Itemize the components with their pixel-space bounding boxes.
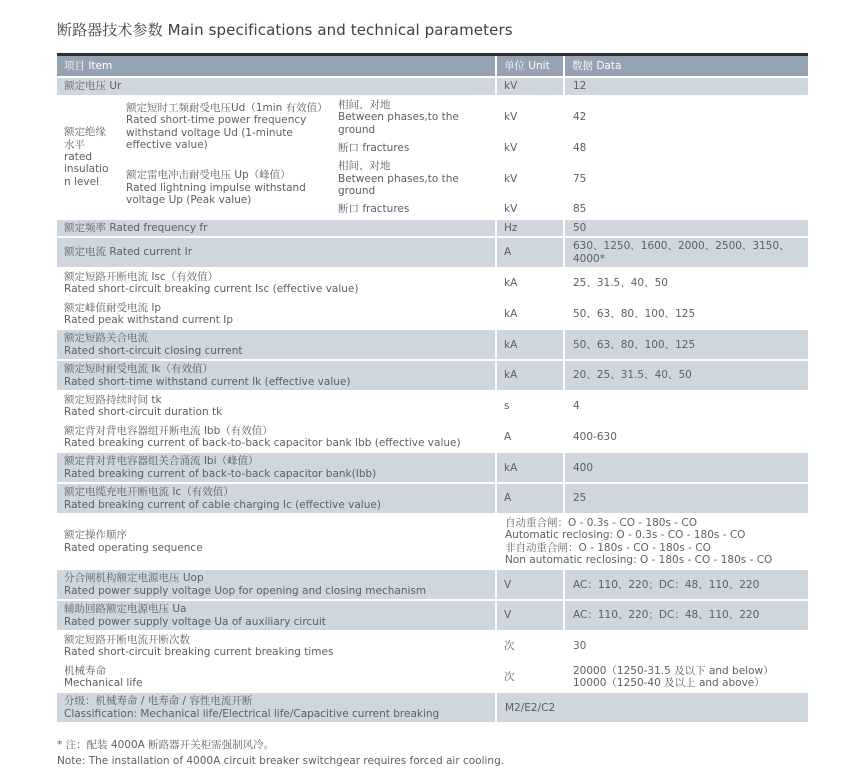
up-desc-en: Rated lightning impulse withstand voltage Up (Peak value): [126, 181, 306, 207]
data-cell: 400: [563, 453, 808, 484]
item-label-en: Rated breaking current of back-to-back capacitor bank(Ibb): [64, 467, 377, 480]
header-data: 数据 Data: [563, 56, 808, 78]
item-cell: [57, 330, 495, 361]
row-operating-sequence: [57, 515, 808, 571]
spec-table: [57, 53, 808, 724]
item-label-en: Classification: Mechanical life/Electrical life/Capacitive current breaking: [64, 707, 440, 720]
phases-label-zh: 相间、对地: [338, 98, 391, 111]
item-label-zh: 额定操作顺序: [64, 529, 127, 542]
item-label-en: Mechanical life: [64, 677, 143, 689]
row-insulation-ud-phases: [57, 97, 808, 140]
item-label-en: Rated power supply voltage Uop for opening and closing mechanism: [64, 584, 427, 597]
item-cell: [57, 392, 495, 423]
unit-cell: 次: [495, 663, 563, 694]
unit-cell: kV: [495, 201, 563, 219]
unit-cell: kV: [495, 158, 563, 201]
item-label-en: Rated breaking current of cable charging Ic (effective value): [64, 498, 381, 511]
data-cell: 12: [563, 78, 808, 96]
data-cell: 50、63、80、100、125: [563, 330, 808, 361]
unit-cell: V: [495, 570, 563, 601]
phases-label-en: Between phases,to the ground: [338, 111, 459, 136]
data-cell-merged: [495, 515, 808, 571]
insulation-group-label-zh: 额定绝缘水平: [64, 126, 106, 151]
data-cell: 400-630: [563, 423, 808, 454]
data-cell: 50: [563, 220, 808, 238]
item-label-en: Rated short-circuit breaking current Isc (effective value): [64, 283, 359, 296]
item-label-en: Rated breaking current of back-to-back capacitor bank Ibb (effective value): [64, 437, 461, 449]
item-cell: [57, 423, 495, 454]
unit-cell: kA: [495, 300, 563, 331]
sequence-line: 自动重合闸：O - 0.3s - CO - 180s - CO: [505, 516, 697, 529]
row-supply-voltage-uop: [57, 570, 808, 601]
unit-cell: V: [495, 601, 563, 632]
insulation-group-cell: [57, 97, 119, 220]
table-header-row: [57, 56, 808, 78]
item-cell: [57, 515, 495, 571]
item-label-en: Rated short-circuit duration tk: [64, 406, 223, 419]
footnote-line-zh: * 注：配装 4000A 断路器开关柜需强制风冷。: [57, 739, 275, 752]
item-label-zh: 额定短路关合电流: [64, 332, 148, 345]
item-label-en: Rated short-circuit breaking current breaking times: [64, 646, 334, 659]
up-desc-zh: 额定雷电冲击耐受电压 Up（峰值）: [126, 169, 291, 182]
data-cell: 25: [563, 484, 808, 515]
item-label-zh: 额定短路开断电流 Isc（有效值）: [64, 270, 219, 283]
insulation-group-label-en: rated insulation level: [64, 151, 109, 188]
data-cell: AC：110、220；DC：48、110、220: [563, 601, 808, 632]
unit-cell: s: [495, 392, 563, 423]
item-label-en: Rated operating sequence: [64, 541, 203, 554]
item-cell: [57, 663, 495, 694]
unit-cell: kV: [495, 78, 563, 96]
up-fracture-cell: 断口 fractures: [331, 201, 495, 219]
item-cell: [57, 570, 495, 601]
item-label-zh: 额定背对背电容器组开断电流 Ibb（有效值）: [64, 424, 273, 437]
unit-cell: 次: [495, 632, 563, 663]
item-label: 额定频率 Rated frequency fr: [64, 221, 208, 234]
data-cell: 30: [563, 632, 808, 663]
item-label-zh: 额定短时耐受电流 Ik（有效值）: [64, 363, 214, 376]
item-label: 额定电压 Ur: [64, 80, 122, 93]
row-mechanical-life: [57, 663, 808, 694]
item-label-zh: 额定背对背电容器组关合涌流 Ibi（峰值）: [64, 455, 259, 468]
row-rated-current: [57, 238, 808, 269]
item-cell: [57, 601, 495, 632]
row-short-circuit-duration-tk: [57, 392, 808, 423]
item-label-zh: 机械寿命: [64, 664, 106, 677]
item-cell: [57, 300, 495, 331]
ud-fracture-cell: 断口 fractures: [331, 140, 495, 158]
row-peak-withstand-ip: [57, 300, 808, 331]
item-label-zh: 额定短路开断电流开断次数: [64, 633, 190, 646]
row-rated-voltage: [57, 78, 808, 96]
data-cell: 42: [563, 97, 808, 140]
sequence-line: Automatic reclosing: O - 0.3s - CO - 180s - CO: [505, 529, 746, 542]
life-line: 20000（1250-31.5 及以下 and below）: [573, 664, 774, 677]
ud-desc-zh: 额定短时工频耐受电压Ud（1min 有效值）: [126, 101, 328, 114]
unit-cell: kA: [495, 361, 563, 392]
header-item: 项目 Item: [57, 56, 495, 78]
row-capacitor-bank-ibb: [57, 423, 808, 454]
data-cell: 48: [563, 140, 808, 158]
ud-desc-en: Rated short-time power frequency withstand voltage Ud (1-minute effective value): [126, 114, 307, 151]
data-cell: 85: [563, 201, 808, 219]
item-label-en: Rated power supply voltage Ua of auxiliary circuit: [64, 615, 326, 628]
row-breaking-times: [57, 632, 808, 663]
unit-cell: Hz: [495, 220, 563, 238]
item-label-en: Rated short-circuit closing current: [64, 344, 243, 357]
unit-cell: A: [495, 484, 563, 515]
unit-cell: kV: [495, 97, 563, 140]
item-label: 额定电流 Rated current Ir: [64, 246, 193, 259]
unit-cell: A: [495, 238, 563, 269]
phases-label-zh: 相间、对地: [338, 160, 391, 173]
header-unit: 单位 Unit: [495, 56, 563, 78]
footnote-line-en: Note: The installation of 4000A circuit breaker switchgear requires forced air cooling.: [57, 754, 505, 767]
unit-cell: kA: [495, 330, 563, 361]
row-breaking-current-isc: [57, 269, 808, 300]
item-label-zh: 辅助回路额定电源电压 Ua: [64, 603, 187, 616]
item-cell: [57, 361, 495, 392]
item-cell: [57, 220, 495, 238]
sequence-line: Non automatic reclosing: O - 180s - CO - 180s - CO: [505, 554, 773, 566]
up-phases-cell: [331, 158, 495, 201]
data-cell-merged: M2/E2/C2: [495, 693, 808, 724]
item-cell: [57, 238, 495, 269]
insulation-up-desc-cell: [119, 158, 331, 220]
insulation-ud-desc-cell: [119, 97, 331, 159]
data-cell: 25、31.5、40、50: [563, 269, 808, 300]
unit-cell: kA: [495, 269, 563, 300]
item-label-en: Rated short-time withstand current Ik (effective value): [64, 375, 351, 388]
item-label-zh: 额定电缆充电开断电流 Ic（有效值）: [64, 486, 234, 499]
life-line: 10000（1250-40 及以上 and above）: [573, 677, 765, 689]
item-label-zh: 额定短路持续时间 tk: [64, 393, 162, 406]
phases-label-en: Between phases,to the ground: [338, 172, 459, 197]
row-capacitor-bank-ibi: [57, 453, 808, 484]
row-closing-current: [57, 330, 808, 361]
data-cell: 4: [563, 392, 808, 423]
unit-cell: kV: [495, 140, 563, 158]
item-cell: [57, 78, 495, 96]
data-cell: [563, 663, 808, 694]
item-cell: [57, 269, 495, 300]
data-cell: 75: [563, 158, 808, 201]
sequence-line: 非自动重合闸：O - 180s - CO - 180s - CO: [505, 541, 711, 554]
footnote: [57, 738, 808, 770]
item-label-zh: 分级：机械寿命 / 电寿命 / 容性电流开断: [64, 695, 253, 708]
unit-cell: A: [495, 423, 563, 454]
data-cell: 50、63、80、100、125: [563, 300, 808, 331]
item-cell: [57, 484, 495, 515]
item-label-en: Rated peak withstand current Ip: [64, 314, 233, 326]
unit-cell: kA: [495, 453, 563, 484]
row-insulation-up-phases: [57, 158, 808, 201]
data-cell: AC：110、220；DC：48、110、220: [563, 570, 808, 601]
row-cable-charging-ic: [57, 484, 808, 515]
data-cell: 20、25、31.5、40、50: [563, 361, 808, 392]
ud-phases-cell: [331, 97, 495, 140]
row-short-time-withstand-ik: [57, 361, 808, 392]
row-rated-frequency: [57, 220, 808, 238]
page-title: 断路器技术参数 Main specifications and technical parameters: [57, 21, 513, 39]
item-label-zh: 额定峰值耐受电流 Ip: [64, 301, 162, 314]
item-label-zh: 分合闸机构额定电源电压 Uop: [64, 572, 204, 585]
item-cell: [57, 453, 495, 484]
data-cell: 630、1250、1600、2000、2500、3150、4000*: [563, 238, 808, 269]
item-cell: [57, 632, 495, 663]
row-supply-voltage-ua: [57, 601, 808, 632]
